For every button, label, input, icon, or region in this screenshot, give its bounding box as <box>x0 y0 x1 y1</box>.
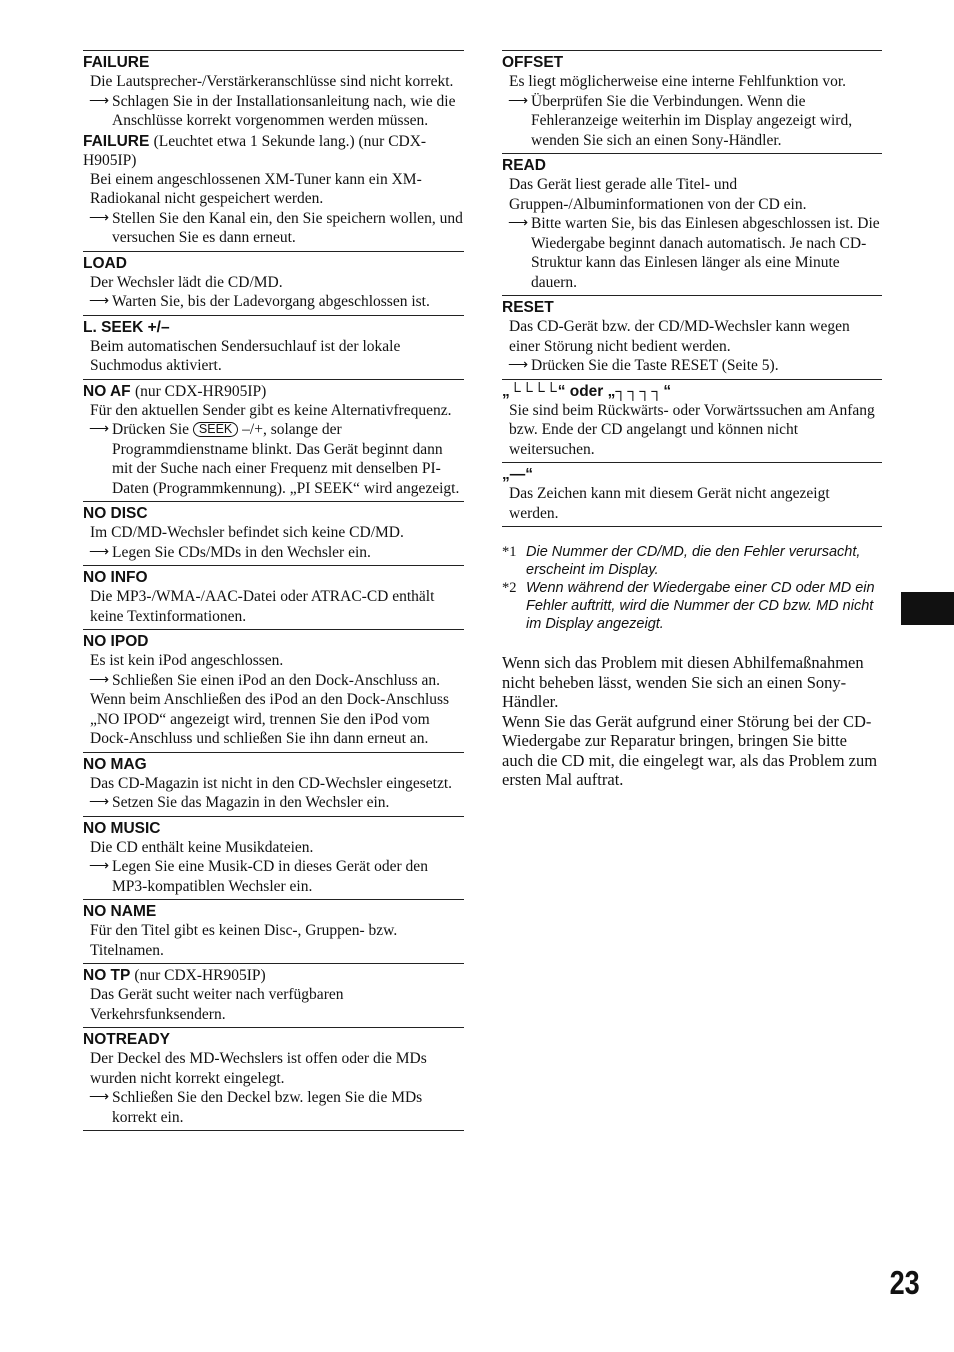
entry-description: Das CD-Gerät bzw. der CD/MD-Wechsler kann wegen einer Störung nicht bedient werden. <box>509 318 850 355</box>
entry-failure <box>83 50 464 251</box>
open-quote: „ <box>502 466 510 483</box>
entry-description: Sie sind beim Rückwärts- oder Vorwärtssuchen am Anfang bzw. Ende der CD angelangt und können nicht weitersuchen. <box>509 401 875 458</box>
section-tab-marker <box>901 592 954 625</box>
entry-title: NO MUSIC <box>83 819 161 837</box>
entry-description: Der Deckel des MD-Wechslers ist offen oder die MDs wurden nicht korrekt eingelegt. <box>90 1050 427 1087</box>
entry-scan-limit <box>502 379 882 463</box>
entry-title: L. SEEK +/– <box>83 318 170 336</box>
entry-action-text: Legen Sie eine Musik-CD in dieses Gerät oder den MP3-kompatiblen Wechsler ein. <box>112 858 428 895</box>
entry-action-text: Warten Sie, bis der Ladevorgang abgeschlossen ist. <box>112 293 430 310</box>
seek-button-icon: SEEK <box>193 422 238 437</box>
entry-title <box>83 966 464 985</box>
entry-title: NO IPOD <box>83 633 149 650</box>
arrow-right-icon: ⟶ <box>508 93 529 109</box>
entry-action <box>83 793 464 813</box>
entry-description: Der Wechsler lädt die CD/MD. <box>90 273 283 291</box>
advice-paragraph: Wenn sich das Problem mit diesen Abhilfemaßnahmen nicht beheben lässt, wenden Sie sich an einen Sony-Händler. <box>502 653 864 711</box>
entry-title-or: “ oder „ <box>557 382 616 400</box>
footnote-text: Wenn während der Wiedergabe einer CD oder MD ein Fehler auftritt, wird die Nummer der CD bzw. MD nicht im Display angezeigt. <box>526 580 875 632</box>
entry-read <box>502 153 882 295</box>
entry-title: RESET <box>502 299 554 316</box>
arrow-right-icon: ⟶ <box>89 210 110 226</box>
entry-title-text: NO TP <box>83 967 131 984</box>
entry-description: Das CD-Magazin ist nicht in den CD-Wechsler eingesetzt. <box>90 774 453 792</box>
arrow-right-icon: ⟶ <box>89 795 110 810</box>
entry-description: Für den Titel gibt es keinen Disc-, Gruppen- bzw. Titelnamen. <box>90 922 398 959</box>
entry-action-text: Überprüfen Sie die Verbindungen. Wenn die Fehleranzeige weiterhin im Display angezeigt wird, wenden Sie sich an einen Sony-Händler. <box>531 92 853 149</box>
entry-title: NOTREADY <box>83 1031 170 1048</box>
entry-action-text-post: –/+, solange der Programmdienstname blinkt. Das Gerät beginnt dann mit der Suche nach einer Frequenz mit denselben PI-Daten (Programmkennung). „PI SEEK“ wird angezeigt. <box>112 421 460 497</box>
entry-title-text: NO AF <box>83 382 131 400</box>
entry-description: Das Gerät sucht weiter nach verfügbaren Verkehrsfunksendern. <box>90 986 344 1023</box>
entry-action-text: Setzen Sie das Magazin in den Wechsler ein. <box>112 794 390 811</box>
left-column <box>83 50 464 1131</box>
entry-note: (Leuchtet etwa 1 Sekunde lang.) (nur CDX-H905IP) <box>83 132 427 169</box>
lcd-bottom-segments-icon: └└└└ <box>509 382 558 400</box>
entry-action <box>502 92 882 151</box>
entry-note: (nur CDX-HR905IP) <box>134 382 267 400</box>
entry-title: NO DISC <box>83 505 148 522</box>
advice-block <box>502 653 882 790</box>
arrow-right-icon: ⟶ <box>508 216 529 231</box>
footnote-mark: *1 <box>502 544 517 560</box>
entry-description: Beim automatischen Sendersuchlauf ist der lokale Suchmodus aktiviert. <box>90 337 401 374</box>
entry-action <box>83 857 464 896</box>
arrow-right-icon: ⟶ <box>89 1090 110 1105</box>
entry-no-music <box>83 816 464 900</box>
arrow-right-icon: ⟶ <box>89 672 110 688</box>
entry-title-symbol <box>502 465 882 484</box>
arrow-right-icon: ⟶ <box>508 358 529 373</box>
entry-description: Das Gerät liest gerade alle Titel- und Gruppen-/Albuminformationen von der CD ein. <box>509 176 807 213</box>
entry-title: LOAD <box>83 254 127 272</box>
entry-title: READ <box>502 157 546 174</box>
lcd-top-segments-icon: ┐┐┐┐ <box>615 382 664 400</box>
arrow-right-icon: ⟶ <box>89 544 110 560</box>
entry-char <box>502 462 882 527</box>
entry-action-text: Schließen Sie einen iPod an den Dock-Anschluss an. <box>112 671 441 689</box>
entry-description: Die Lautsprecher-/Verstärkeranschlüsse sind nicht korrekt. <box>90 73 454 90</box>
entry-action <box>83 543 464 563</box>
entry-description: Für den aktuellen Sender gibt es keine Alternativfrequenz. <box>90 401 452 419</box>
arrow-right-icon: ⟶ <box>89 294 110 309</box>
entry-no-ipod <box>83 629 464 752</box>
entry-load <box>83 251 464 315</box>
arrow-right-icon: ⟶ <box>89 859 110 874</box>
entry-action-text: Stellen Sie den Kanal ein, den Sie speichern wollen, und versuchen Sie es dann erneut. <box>112 209 463 246</box>
entry-title-symbols <box>502 382 882 401</box>
entry-description: Es ist kein iPod angeschlossen. <box>90 652 284 669</box>
advice-paragraph: Wenn Sie das Gerät aufgrund einer Störung bei der CD-Wiedergabe zur Reparatur bringen, bringen Sie bitte auch die CD mit, die eingelegt war, als das Problem zum ersten Mal auftrat. <box>502 711 878 789</box>
entry-description: Bei einem angeschlossenen XM-Tuner kann ein XM-Radiokanal nicht gespeichert werden. <box>90 170 422 207</box>
entry-action-text: Schlagen Sie in der Installationsanleitung nach, wie die Anschlüsse korrekt vorgenommen werden müssen. <box>112 92 456 129</box>
close-quote: “ <box>525 466 533 483</box>
entry-action-text: Drücken Sie die Taste RESET (Seite 5). <box>531 357 779 374</box>
arrow-right-icon: ⟶ <box>89 422 110 437</box>
entry-no-disc <box>83 501 464 565</box>
page-number: 23 <box>889 1264 920 1301</box>
entry-no-mag <box>83 752 464 816</box>
entry-no-info <box>83 565 464 629</box>
entry-action-text: Bitte warten Sie, bis das Einlesen abgeschlossen ist. Die Wiedergabe beginnt danach automatisch. Je nach CD-Struktur kann das Einlesen länger als eine Minute dauern. <box>531 215 880 291</box>
entry-no-tp <box>83 963 464 1027</box>
arrow-right-icon: ⟶ <box>89 93 110 109</box>
entry-title-text: FAILURE <box>83 132 150 150</box>
entry-extra-note: Wenn beim Anschließen des iPod an den Dock-Anschluss „NO IPOD“ angezeigt wird, trennen Sie den iPod vom Dock-Anschluss und schließen Sie ihn dann erneut an. <box>90 691 450 747</box>
entry-action-text-pre: Drücken Sie <box>112 421 190 438</box>
footnote-mark: *2 <box>502 580 517 596</box>
close-quote: “ <box>663 382 672 400</box>
footnote-text: Die Nummer der CD/MD, die den Fehler verursacht, erscheint im Display. <box>526 544 861 578</box>
entry-action <box>83 671 464 691</box>
entry-action <box>83 420 464 498</box>
entry-action-text: Legen Sie CDs/MDs in den Wechsler ein. <box>112 543 371 561</box>
entry-reset <box>502 295 882 379</box>
entry-l-seek <box>83 315 464 379</box>
open-quote: „ <box>502 382 510 400</box>
entry-title-failure-xm <box>83 132 464 170</box>
entry-notready <box>83 1027 464 1131</box>
entry-action <box>502 356 882 376</box>
entry-description: Die MP3-/WMA-/AAC-Datei oder ATRAC-CD enthält keine Textinformationen. <box>90 588 435 625</box>
lcd-dash-icon: — <box>509 466 526 483</box>
footnote <box>502 579 882 633</box>
entry-description: Die CD enthält keine Musikdateien. <box>90 838 314 856</box>
entry-note: (nur CDX-HR905IP) <box>134 967 266 984</box>
entry-no-name <box>83 899 464 963</box>
entry-no-af <box>83 379 464 502</box>
entry-title: NO NAME <box>83 903 157 920</box>
entry-action <box>83 92 464 131</box>
entry-offset <box>502 50 882 153</box>
entry-title: OFFSET <box>502 54 564 71</box>
entry-description: Im CD/MD-Wechsler befindet sich keine CD/MD. <box>90 524 404 541</box>
entry-title: NO INFO <box>83 569 148 586</box>
entry-action <box>83 209 464 248</box>
footnote <box>502 543 882 579</box>
entry-title: NO MAG <box>83 755 147 773</box>
entry-title: FAILURE <box>83 54 150 71</box>
entry-action <box>502 214 882 292</box>
entry-action <box>83 292 464 312</box>
entry-action-text: Schließen Sie den Deckel bzw. legen Sie die MDs korrekt ein. <box>112 1089 423 1126</box>
entry-description: Das Zeichen kann mit diesem Gerät nicht angezeigt werden. <box>509 485 830 522</box>
entry-action <box>83 1088 464 1127</box>
footnotes <box>502 543 882 633</box>
entry-title <box>83 382 464 401</box>
entry-description: Es liegt möglicherweise eine interne Fehlfunktion vor. <box>509 73 847 90</box>
right-column <box>502 50 882 790</box>
